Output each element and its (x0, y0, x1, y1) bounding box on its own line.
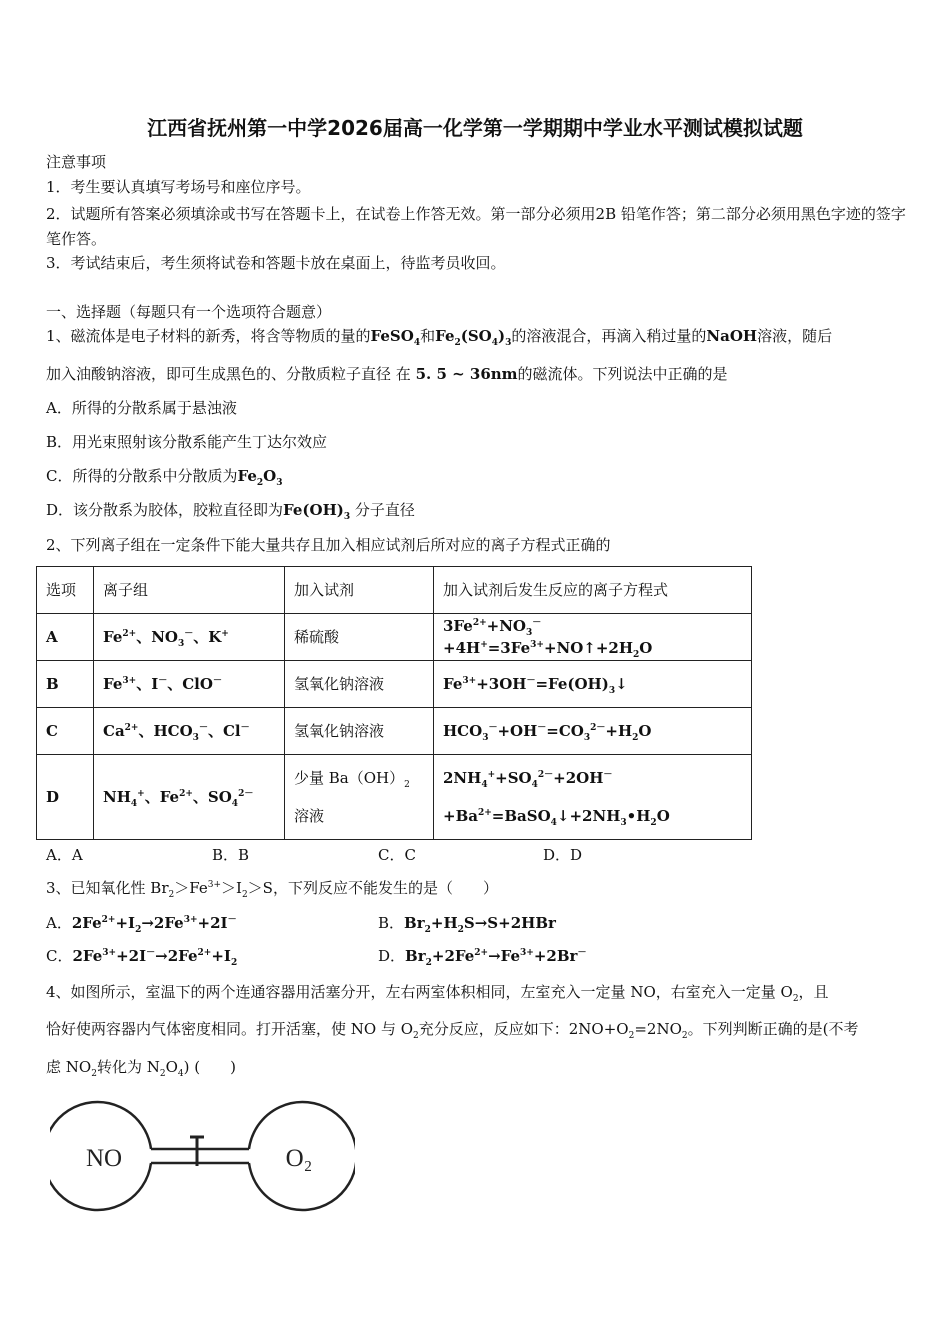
q3-option-c: C．$2Fe^{3+}+2I^-\to 2Fe^{2+}+I_2$ (46, 947, 238, 968)
q1-option-a: A．所得的分散系属于悬浊液 (46, 399, 237, 417)
q2-stem: 2、下列离子组在一定条件下能大量共存且加入相应试剂后所对应的离子方程式正确的 (46, 536, 611, 554)
notice-item-2: 2．试题所有答案必须填涂或书写在答题卡上，在试卷上作答无效。第一部分必须用2B 铅笔作答；第二部分必须用黑色字迹的签字笔作答。 (46, 205, 906, 248)
q4-line1: 4、如图所示，室温下的两个连通容器用活塞分开，左右两室体积相同，左室充入一定量 NO，右室充入一定量 $O_2$，且 (46, 983, 829, 1004)
formula-fe2so43: $Fe_2(SO_4)_3$ (435, 327, 512, 348)
table-row: B $Fe^{3+}$、I－、ClO－ 氢氧化钠溶液 $Fe^{3+}+3OH^-=Fe(OH)_3↓$ (37, 661, 752, 708)
notice-heading: 注意事项 (46, 153, 107, 171)
table-row: D $NH_4^+$、$Fe^{2+}$、$SO_4^{2-}$ 少量 $Ba(OH)_2$ 溶液 $2NH_4^++SO_4^{2-}+2OH^-$ $+Ba^{2+}=BaSO_4↓+2NH_3•H_2O$ (37, 755, 752, 840)
q4-line3: 虑 $NO_2$转化为 $N_2O_4$) ( ) (46, 1058, 236, 1079)
q3-option-a: A．$2Fe^{2+}+I_2\to 2Fe^{3+}+2I^-$ (46, 914, 237, 935)
right-vessel-label: O₂ (285, 1145, 313, 1172)
connected-vessels-diagram (50, 1100, 355, 1212)
header-option: 选项 (37, 567, 94, 614)
q3-stem: 3、已知氧化性 $Br_2>Fe^{3+}>I_2>S$，下列反应不能发生的是（ ） (46, 879, 498, 900)
table-row: C $Ca^{2+}$、$HCO_3^-$、Cl－ 氢氧化钠溶液 $HCO_3^-+OH^-=CO_3^{2-}+H_2O$ (37, 708, 752, 755)
page-title: 江西省抚州第一中学2026届高一化学第一学期期中学业水平测试模拟试题 (147, 116, 803, 140)
q1-option-d: D．该分散系为胶体，胶粒直径即为$Fe(OH)_3$ 分子直径 (46, 501, 415, 522)
header-equation: 加入试剂后发生反应的离子方程式 (434, 567, 752, 614)
q2-answer-d: D．D (543, 846, 583, 864)
header-reagent: 加入试剂 (285, 567, 434, 614)
table-header-row (37, 567, 752, 614)
ion-table (36, 566, 752, 840)
q2-answer-b: B．B (212, 846, 250, 864)
q2-answer-a: A．A (46, 846, 83, 864)
q1-stem-line2: 加入油酸钠溶液，即可生成黑色的、分散质粒子直径 在 5. 5 ~ 36nm的磁流体。下列说法中正确的是 (46, 365, 728, 383)
q3-option-b: B．$Br_2+H_2S\to S+2HBr$ (378, 914, 556, 935)
q1-option-b: B．用光束照射该分散系能产生丁达尔效应 (46, 433, 328, 451)
notice-item-3: 3．考试结束后，考生须将试卷和答题卡放在桌面上，待监考员收回。 (46, 254, 506, 272)
q1-option-c: C．所得的分散系中分散质为$Fe_2O_3$ (46, 467, 283, 488)
section-heading: 一、选择题（每题只有一个选项符合题意） (46, 303, 332, 321)
q1-stem-line1: 1、磁流体是电子材料的新秀，将含等物质的量的FeSO$_4$和$Fe_2(SO_4)_3$的溶液混合，再滴入稍过量的NaOH溶液，随后 (46, 327, 833, 348)
notice-item-1: 1．考生要认真填写考场号和座位序号。 (46, 178, 311, 196)
header-ions: 离子组 (94, 567, 285, 614)
q2-answer-c: C．C (378, 846, 416, 864)
left-vessel-label: NO (85, 1145, 123, 1172)
q3-option-d: D．$Br_2+2Fe^{2+}\to Fe^{3+}+2Br^-$ (378, 947, 587, 968)
table-row: A $Fe^{2+}$、$NO_3^-$、K+ 稀硫酸 $3Fe^{2+}+NO_3^-+4H^+=3Fe^{3+}+NO↑+2H_2O$ (37, 614, 752, 661)
q4-line2: 恰好使两容器内气体密度相同。打开活塞，使 NO 与 $O_2$充分反应，反应如下：$2NO+O_2=2NO_2$。下列判断正确的是(不考 (46, 1020, 859, 1041)
formula-feso4: FeSO$_4$ (370, 327, 421, 348)
